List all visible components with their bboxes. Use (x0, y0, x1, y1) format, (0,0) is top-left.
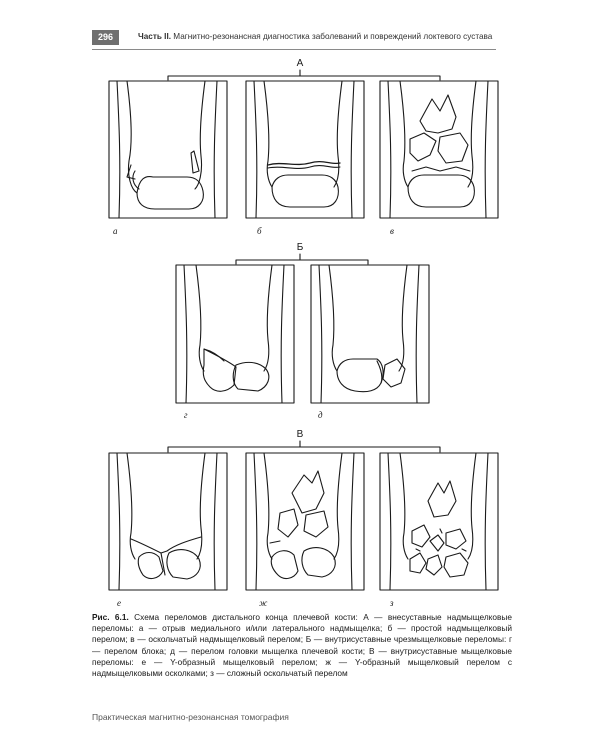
panel-d-label: д (318, 410, 323, 420)
page-number: 296 (92, 30, 119, 45)
figure-caption (92, 612, 512, 679)
group-a-connector (168, 70, 440, 80)
panel-a-label: а (113, 226, 118, 236)
panel-zh-drawing (246, 453, 364, 590)
panel-d-drawing (311, 265, 429, 403)
group-label-v: В (296, 429, 304, 440)
panel-v-label: в (390, 226, 394, 236)
group-b-connector (236, 254, 368, 264)
caption-text: Схема переломов дистального конца плечевой кости: А — внесуставные надмыщелковые переломы: а — отрыв медиального и/или латерального надмыщелка; б — простой надмыщелковый перелом; в — оскольчатый надмыщелковый перелом; Б — внутрисуставные чрезмыщелковые переломы: г — перелом блока; д — перелом головки мыщелка плечевой кости; В — внутрисуставные мыщелковые переломы: е — Y-образный мыщелковый перелом; ж — Y-образный мыщелковый перелом с надмыщелковыми осколками; з — сложный оскольчатый перелом (92, 612, 512, 679)
panel-v-drawing (380, 81, 498, 218)
panel-b-drawing (246, 81, 364, 218)
panel-b-label: б (257, 226, 262, 236)
group-label-b: Б (296, 242, 304, 253)
panel-a-drawing (109, 81, 227, 218)
panel-z-label: з (390, 598, 394, 608)
chapter-title: Магнитно-резонансная диагностика заболеваний и повреждений локтевого сустава (173, 32, 493, 41)
panel-g-drawing (176, 265, 294, 403)
panel-e-label: е (117, 598, 121, 608)
part-label: Часть II. (138, 32, 172, 41)
panel-zh-label: ж (259, 598, 268, 608)
group-v-connector (168, 441, 440, 452)
group-label-a: А (296, 58, 304, 69)
panel-z-drawing (380, 453, 498, 590)
running-footer: Практическая магнитно-резонансная томография (92, 712, 289, 722)
panel-g-label: г (184, 410, 188, 420)
figure-number: Рис. 6.1. (92, 612, 129, 622)
panel-e-drawing (109, 453, 227, 590)
